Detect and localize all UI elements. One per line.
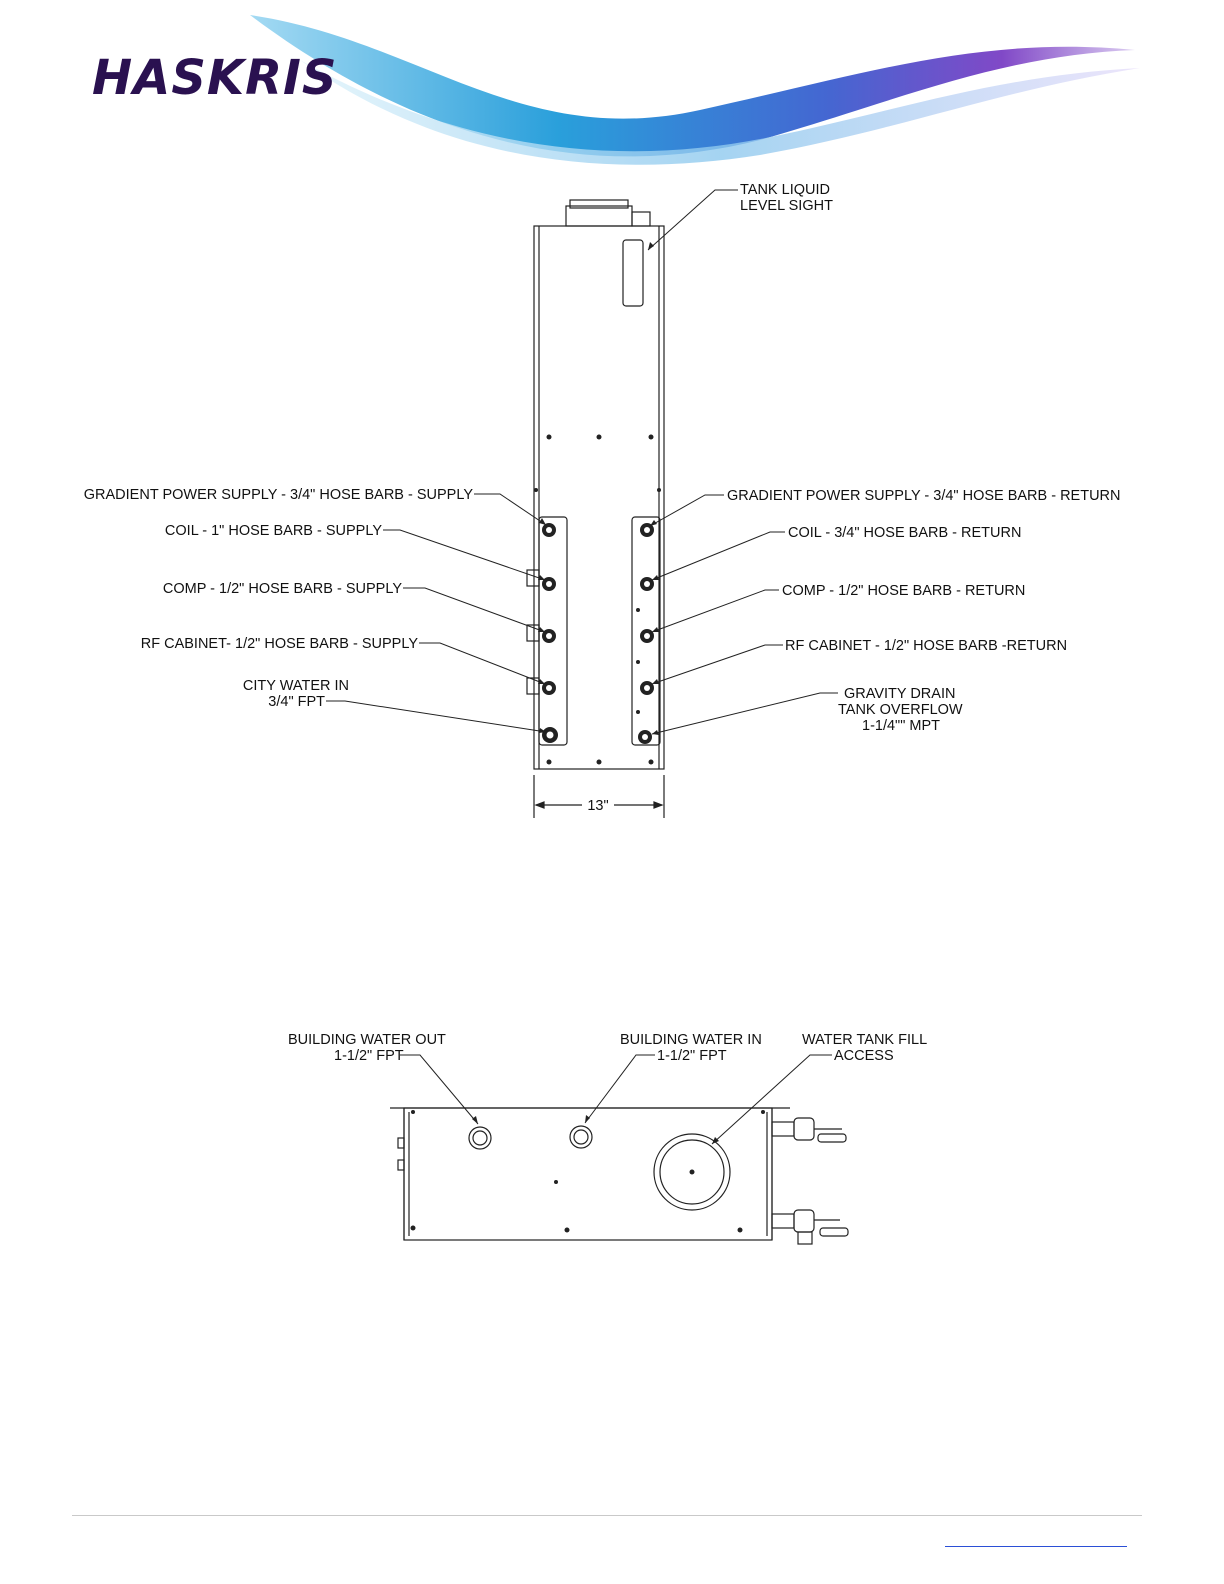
label-bldg-in-1: BUILDING WATER IN [620,1032,762,1048]
label-city-water-2: 3/4" FPT [268,694,325,710]
label-bldg-in-2: 1-1/2" FPT [657,1048,727,1064]
label-rf-supply: RF CABINET- 1/2" HOSE BARB - SUPPLY [140,636,418,652]
label-tank-level-1: TANK LIQUID [740,182,830,198]
dimension-width: 13" [587,798,609,814]
label-drain-3: 1-1/4"" MPT [862,718,940,734]
label-drain-1: GRAVITY DRAIN [844,686,956,702]
label-tank-fill-2: ACCESS [834,1048,894,1064]
building-water-in-port [570,1126,592,1148]
label-grad-return: GRADIENT POWER SUPPLY - 3/4" HOSE BARB - RETURN [727,488,1121,504]
haskris-logo: HASKRIS [92,50,338,106]
label-drain-2: TANK OVERFLOW [838,702,963,718]
label-comp-supply: COMP - 1/2" HOSE BARB - SUPPLY [162,581,402,597]
label-city-water-1: CITY WATER IN [242,678,349,694]
label-bldg-out-1: BUILDING WATER OUT [288,1032,446,1048]
tank-cap [566,206,632,226]
label-tank-fill-1: WATER TANK FILL [802,1032,928,1048]
label-comp-return: COMP - 1/2" HOSE BARB - RETURN [782,583,1026,599]
label-tank-level-2: LEVEL SIGHT [740,198,833,214]
building-water-out-port [469,1127,491,1149]
label-bldg-out-2: 1-1/2" FPT [334,1048,404,1064]
label-coil-supply: COIL - 1" HOSE BARB - SUPPLY [164,523,382,539]
label-coil-return: COIL - 3/4" HOSE BARB - RETURN [788,525,1022,541]
label-grad-supply: GRADIENT POWER SUPPLY - 3/4" HOSE BARB - SUPPLY [83,487,473,503]
footer-link[interactable] [945,1528,1127,1547]
label-rf-return: RF CABINET - 1/2" HOSE BARB -RETURN [785,638,1068,654]
level-sight-glass [623,240,643,306]
footer-divider [72,1515,1142,1516]
